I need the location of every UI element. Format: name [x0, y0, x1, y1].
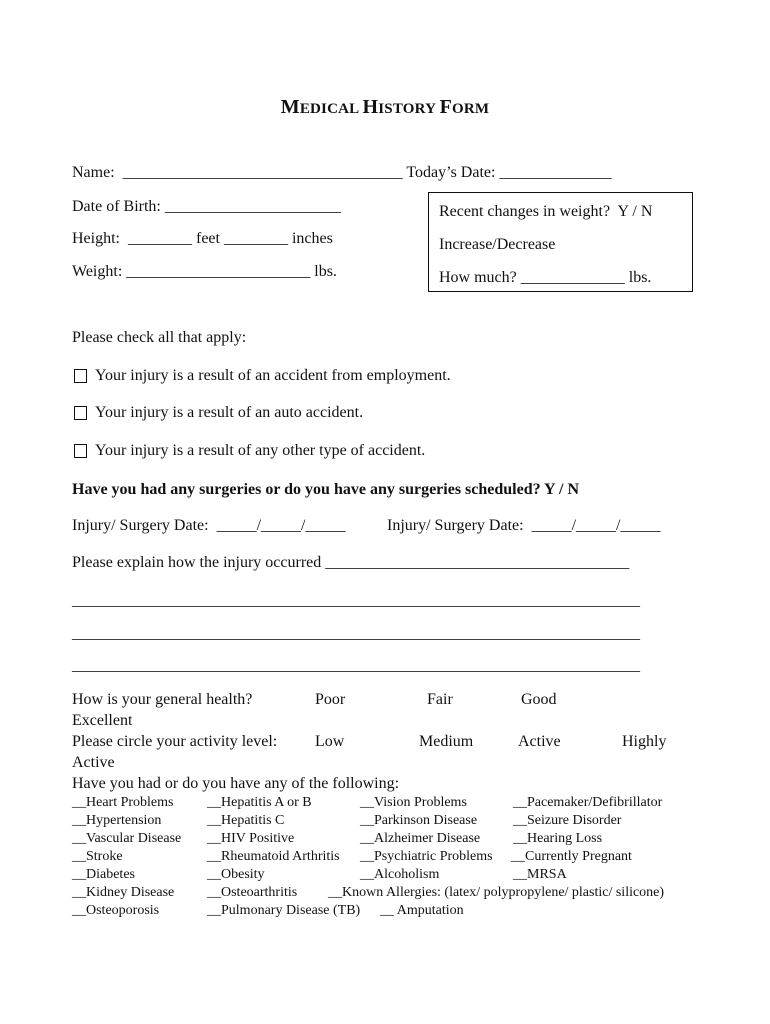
- employment-accident-checkbox[interactable]: [74, 369, 87, 383]
- condition-vision-problems[interactable]: __Vision Problems: [360, 795, 467, 810]
- condition-known-allergies[interactable]: __Known Allergies: (latex/ polypropylene/ plastic/ silicone): [328, 885, 665, 900]
- activity-option-low[interactable]: Low: [315, 733, 345, 750]
- condition-osteoporosis[interactable]: __Osteoporosis: [72, 903, 160, 918]
- condition-hepatitis-c[interactable]: __Hepatitis C: [207, 813, 285, 828]
- activity-option-highly-active-continued[interactable]: Active: [72, 754, 115, 771]
- increase-decrease-label[interactable]: Increase/Decrease: [439, 236, 556, 253]
- activity-option-active[interactable]: Active: [518, 733, 561, 750]
- name-and-date-field[interactable]: Name: ___________________________________ Today’s Date: ______________: [72, 164, 612, 181]
- condition-pulmonary-disease[interactable]: __Pulmonary Disease (TB): [207, 903, 361, 918]
- date-of-birth-field[interactable]: Date of Birth: ______________________: [72, 198, 341, 215]
- explanation-line-3[interactable]: _______________________________________________________________________: [72, 657, 640, 674]
- height-field[interactable]: Height: ________ feet ________ inches: [72, 230, 333, 247]
- explanation-line-1[interactable]: _______________________________________________________________________: [72, 592, 640, 609]
- other-accident-label: Your injury is a result of any other type of accident.: [95, 442, 426, 459]
- condition-hiv-positive[interactable]: __HIV Positive: [207, 831, 295, 846]
- auto-accident-label: Your injury is a result of an auto accident.: [95, 404, 364, 421]
- check-all-label: Please check all that apply:: [72, 329, 247, 346]
- injury-explanation-field[interactable]: Please explain how the injury occurred ______________________________________: [72, 554, 630, 571]
- condition-alzheimer-disease[interactable]: __Alzheimer Disease: [360, 831, 481, 846]
- health-option-excellent[interactable]: Excellent: [72, 712, 133, 729]
- general-health-question: How is your general health?: [72, 691, 253, 708]
- explanation-line-2[interactable]: _______________________________________________________________________: [72, 625, 640, 642]
- condition-amputation[interactable]: __ Amputation: [380, 903, 464, 918]
- condition-osteoarthritis[interactable]: __Osteoarthritis: [207, 885, 298, 900]
- condition-diabetes[interactable]: __Diabetes: [72, 867, 135, 882]
- surgery-date-field-1[interactable]: Injury/ Surgery Date: _____/_____/_____: [72, 517, 346, 534]
- activity-level-question: Please circle your activity level:: [72, 733, 278, 750]
- condition-stroke[interactable]: __Stroke: [72, 849, 123, 864]
- other-accident-checkbox[interactable]: [74, 444, 87, 458]
- surgery-date-field-2[interactable]: Injury/ Surgery Date: _____/_____/_____: [387, 517, 661, 534]
- condition-psychiatric-problems[interactable]: __Psychiatric Problems: [360, 849, 493, 864]
- surgeries-question[interactable]: Have you had any surgeries or do you have any surgeries scheduled? Y / N: [72, 481, 579, 498]
- conditions-question: Have you had or do you have any of the following:: [72, 775, 400, 792]
- condition-vascular-disease[interactable]: __Vascular Disease: [72, 831, 182, 846]
- condition-mrsa[interactable]: __MRSA: [513, 867, 567, 882]
- condition-hepatitis-a-b[interactable]: __Hepatitis A or B: [207, 795, 312, 810]
- condition-rheumatoid-arthritis[interactable]: __Rheumatoid Arthritis: [207, 849, 340, 864]
- health-option-poor[interactable]: Poor: [315, 691, 346, 708]
- condition-hearing-loss[interactable]: __Hearing Loss: [513, 831, 603, 846]
- health-option-fair[interactable]: Fair: [427, 691, 453, 708]
- activity-option-medium[interactable]: Medium: [419, 733, 474, 750]
- condition-kidney-disease[interactable]: __Kidney Disease: [72, 885, 175, 900]
- condition-parkinson-disease[interactable]: __Parkinson Disease: [360, 813, 478, 828]
- recent-weight-change-question[interactable]: Recent changes in weight? Y / N: [439, 203, 653, 220]
- weight-field[interactable]: Weight: _______________________ lbs.: [72, 263, 337, 280]
- condition-hypertension[interactable]: __Hypertension: [72, 813, 162, 828]
- activity-option-highly-active[interactable]: Highly: [622, 733, 667, 750]
- auto-accident-checkbox[interactable]: [74, 406, 87, 420]
- condition-alcoholism[interactable]: __Alcoholism: [360, 867, 440, 882]
- condition-heart-problems[interactable]: __Heart Problems: [72, 795, 174, 810]
- how-much-field[interactable]: How much? _____________ lbs.: [439, 269, 652, 286]
- condition-currently-pregnant[interactable]: __Currently Pregnant: [511, 849, 632, 864]
- health-option-good[interactable]: Good: [521, 691, 557, 708]
- condition-seizure-disorder[interactable]: __Seizure Disorder: [513, 813, 622, 828]
- form-title: MEDICAL HISTORY FORM: [280, 96, 490, 118]
- employment-accident-label: Your injury is a result of an accident from employment.: [95, 367, 451, 384]
- condition-pacemaker-defibrillator[interactable]: __Pacemaker/Defibrillator: [513, 795, 663, 810]
- condition-obesity[interactable]: __Obesity: [207, 867, 265, 882]
